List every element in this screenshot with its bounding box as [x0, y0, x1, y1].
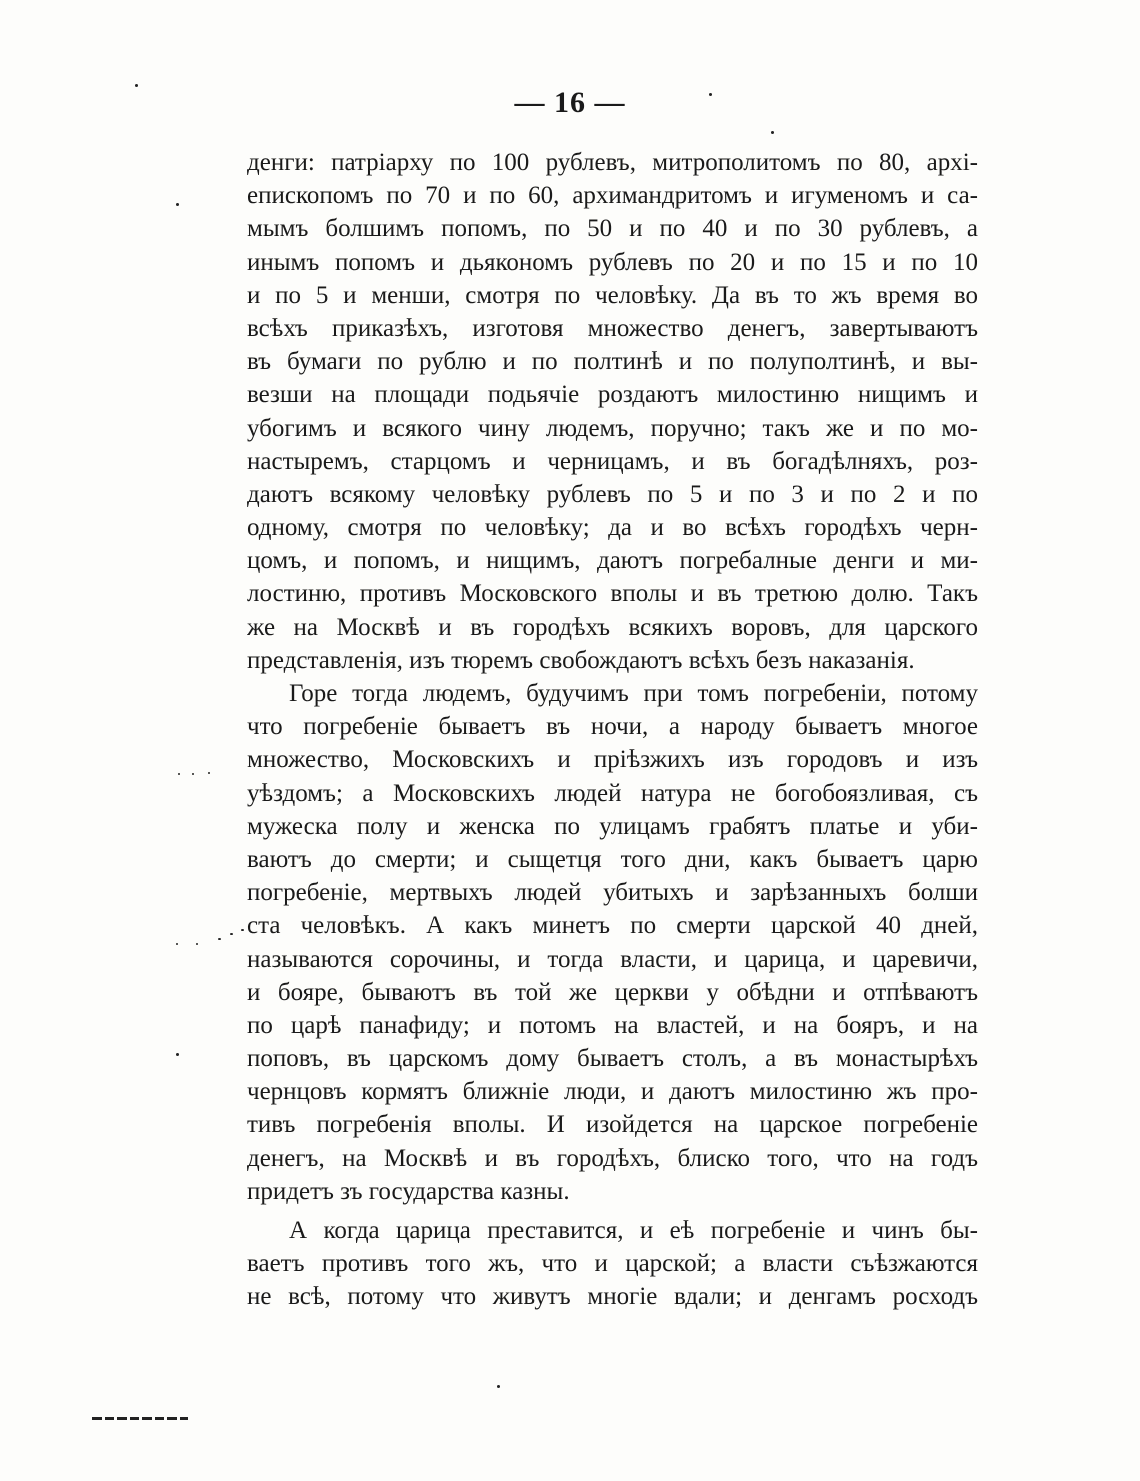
scan-speck: [709, 93, 712, 96]
text-line: цомъ, и попомъ, и нищимъ, даютъ погребалные денги и ми-: [247, 547, 978, 575]
text-line: всѣхъ приказѣхъ, изготовя множество денегъ, завертываютъ: [247, 314, 978, 342]
page-number: — 16 —: [514, 86, 626, 119]
scan-speck: [218, 938, 221, 940]
text-line: ста человѣкъ. А какъ минетъ по смерти царской 40 дней,: [247, 912, 978, 940]
text-line: ваетъ противъ того жъ, что и царской; а власти съѣзжаются: [247, 1250, 978, 1278]
text-line: лостиню, противъ Московского вполы и въ третюю долю. Такъ: [247, 580, 978, 608]
text-line: денги: патріарху по 100 рублевъ, митрополитомъ по 80, архі-: [247, 149, 978, 176]
scan-speck: [178, 773, 180, 775]
scan-speck: [176, 943, 178, 945]
text-line: инымъ попомъ и дьякономъ рублевъ по 20 и по 15 и по 10: [247, 248, 978, 276]
scan-speck: [176, 203, 179, 206]
text-line: тивъ погребенія вполы. И изойдется на царское погребеніе: [247, 1111, 978, 1139]
text-line: не всѣ, потому что живутъ многіе вдали; и денгамъ росходъ: [247, 1283, 978, 1311]
text-line: что погребеніе бываетъ въ ночи, а народу бываетъ многое: [247, 713, 978, 741]
text-line: погребеніе, мертвыхъ людей убитыхъ и зарѣзанныхъ болши: [247, 879, 978, 907]
text-line: въ бумаги по рублю и по полтинѣ и по полуполтинѣ, и вы-: [247, 348, 978, 376]
text-line: чернцовъ кормятъ ближніе люди, и даютъ милостиню жъ про-: [247, 1078, 978, 1106]
text-line: Горе тогда людемъ, будучимъ при томъ погребеніи, потому: [289, 680, 978, 707]
scan-speck: [771, 131, 774, 134]
text-line: по царѣ панафиду; и потомъ на властей, и на бояръ, и на: [247, 1011, 978, 1039]
text-line: мужеска полу и женска по улицамъ грабятъ платье и уби-: [247, 812, 978, 840]
text-line: одному, смотря по человѣку; да и во всѣхъ городѣхъ черн-: [247, 514, 978, 542]
text-line: же на Москвѣ и въ городѣхъ всякихъ воровъ, для царского: [247, 613, 978, 641]
text-line: епископомъ по 70 и по 60, архимандритомъ и игуменомъ и са-: [247, 182, 978, 210]
scan-artifact-mark: [92, 1417, 188, 1420]
text-line: даютъ всякому человѣку рублевъ по 5 и по 3 и по 2 и по: [247, 480, 978, 508]
text-line: придетъ зъ государства казны.: [247, 1177, 570, 1205]
text-line: множество, Московскихъ и пріѣзжихъ изъ городовъ и изъ: [247, 746, 978, 774]
scan-speck: [241, 929, 244, 931]
text-line: уѣздомъ; а Московскихъ людей натура не богобоязливая, съ: [247, 779, 978, 807]
scan-speck: [208, 772, 210, 774]
text-line: и по 5 и менши, смотря по человѣку. Да въ то жъ время во: [247, 281, 978, 309]
text-line: представленія, изъ тюремъ свобождаютъ всѣхъ безъ наказанія.: [247, 646, 915, 674]
scan-speck: [196, 943, 198, 945]
scan-speck: [230, 933, 233, 935]
text-line: А когда царица преставится, и еѣ погребеніе и чинъ бы-: [289, 1217, 978, 1244]
text-line: убогимъ и всякого чину людемъ, поручно; такъ же и по мо-: [247, 414, 978, 442]
scan-speck: [176, 1053, 179, 1056]
text-line: настыремъ, старцомъ и черницамъ, и въ богадѣлняхъ, роз-: [247, 447, 978, 475]
text-line: и бояре, бываютъ въ той же церкви у обѣдни и отпѣваютъ: [247, 978, 978, 1006]
scan-speck: [497, 1385, 500, 1388]
text-line: поповъ, въ царскомъ дому бываетъ столъ, а въ монастырѣхъ: [247, 1045, 978, 1073]
text-line: называются сорочины, и тогда власти, и царица, и царевичи,: [247, 945, 978, 973]
scan-speck: [192, 773, 194, 775]
text-line: мымъ болшимъ попомъ, по 50 и по 40 и по 30 рублевъ, а: [247, 215, 978, 243]
text-line: ваютъ до смерти; и сыщетця того дни, какъ бываетъ царю: [247, 845, 978, 873]
body-text: [247, 146, 978, 1314]
scan-speck: [135, 84, 138, 87]
text-line: везши на площади подьячіе роздаютъ милостиню нищимъ и: [247, 381, 978, 409]
text-line: денегъ, на Москвѣ и въ городѣхъ, блиско того, что на годъ: [247, 1144, 978, 1172]
